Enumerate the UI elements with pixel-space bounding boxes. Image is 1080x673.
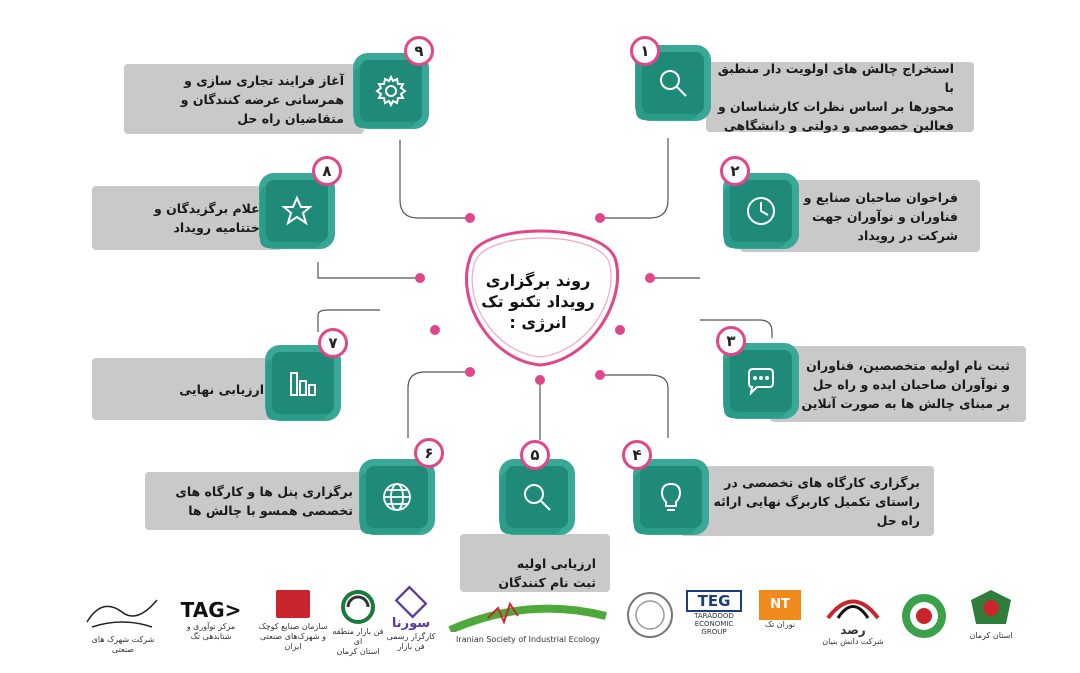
step-8-number: ۸ [312,156,342,186]
step-3-tile [730,350,792,412]
step-6-box [145,472,375,530]
step-2-tile [730,180,792,242]
step-7-number: ۷ [318,328,348,358]
step-5-number: ۵ [520,440,550,470]
lightbulb-icon [653,479,689,515]
smes-org-logo: سازمان صنایع کوچک و شهرک‌های صنعتی ایران [254,590,332,652]
step-7-text: ارزیابی نهایی [179,381,264,397]
tag-logo: TAG> مرکز نوآوری و شتابدهی تگ [180,598,242,641]
province-logo: استان کرمان [962,588,1020,650]
energy-logo [896,590,952,646]
clock-icon [743,193,779,229]
step-5-box [460,534,610,592]
step-3-box [770,346,1026,422]
step-4-number: ۴ [622,440,652,470]
bar-chart-icon [285,365,321,401]
soorena-logo: سورنا کارگزار رسمی فن بازار [386,588,436,652]
step-8-tile [266,180,328,242]
nt-logo: NT نوران تک [754,590,806,652]
gear-icon [373,73,409,109]
step-1-box [706,62,974,132]
rasad-logo: رصد شرکت دانش بنیان [818,590,888,652]
step-9-box [124,64,364,134]
step-8-text: اعلام برگزیدگان و اختتامیه رویداد [153,201,264,235]
teg-logo: TEG TARADOOD ECONOMIC GROUP [686,590,742,650]
step-2-number: ۲ [720,156,750,186]
kerman-logo: فن بازار منطقه ای استان کرمان [332,590,384,652]
step-6-text: برگزاری پنل ها و کارگاه های تخصصی همسو با چالش ها [175,484,353,518]
step-9-number: ۹ [404,36,434,66]
step-9-text: آغاز فرایند تجاری سازی و همرسانی عرضه کنندگان و متقاضیان راه حل [180,72,344,126]
magnifier-icon [655,65,691,101]
step-1-number: ۱ [630,36,660,66]
step-3-text: ثبت نام اولیه متخصصین، فناوران و نوآوران صاحبان ایده و راه حل بر مبنای چالش ها به صورت آنلاین [801,357,1010,411]
step-2-text: فراخوان صاحبان صنایع و فناوران و نوآوران جهت شرکت در رویداد [803,189,958,243]
step-6-number: ۶ [414,438,444,468]
step-8-box [92,186,282,250]
step-5-text: ارزیابی اولیه ثبت نام کنندگان [498,556,596,590]
step-4-tile [640,466,702,528]
step-6-tile [366,466,428,528]
step-1-text: استخراج چالش های اولویت دار منطبق با محورها بر اساس نظرات کارشناسان و فعالین خصوصی و دولتی و دانشگاهی [717,61,954,133]
center-title: روند برگزاری رویداد تکنو تک انرژی : [481,271,595,332]
calligraphy-logo: شرکت شهرک های صنعتی [82,592,164,652]
step-9-tile [360,60,422,122]
step-4-text: برگزاری کارگاه های تخصصی در راستای تکمیل کاربرگ نهایی ارائه راه حل [713,474,920,528]
seal-logo [624,590,676,642]
chat-bubble-icon [743,363,779,399]
step-7-tile [272,352,334,414]
step-5-tile [506,466,568,528]
step-4-box [680,466,934,536]
green-society-logo: Iranian Society of Industrial Ecology [448,596,608,646]
star-icon [279,193,315,229]
step-7-box [92,358,282,420]
step-3-number: ۳ [716,326,746,356]
magnifier-icon [519,479,555,515]
globe-icon [379,479,415,515]
